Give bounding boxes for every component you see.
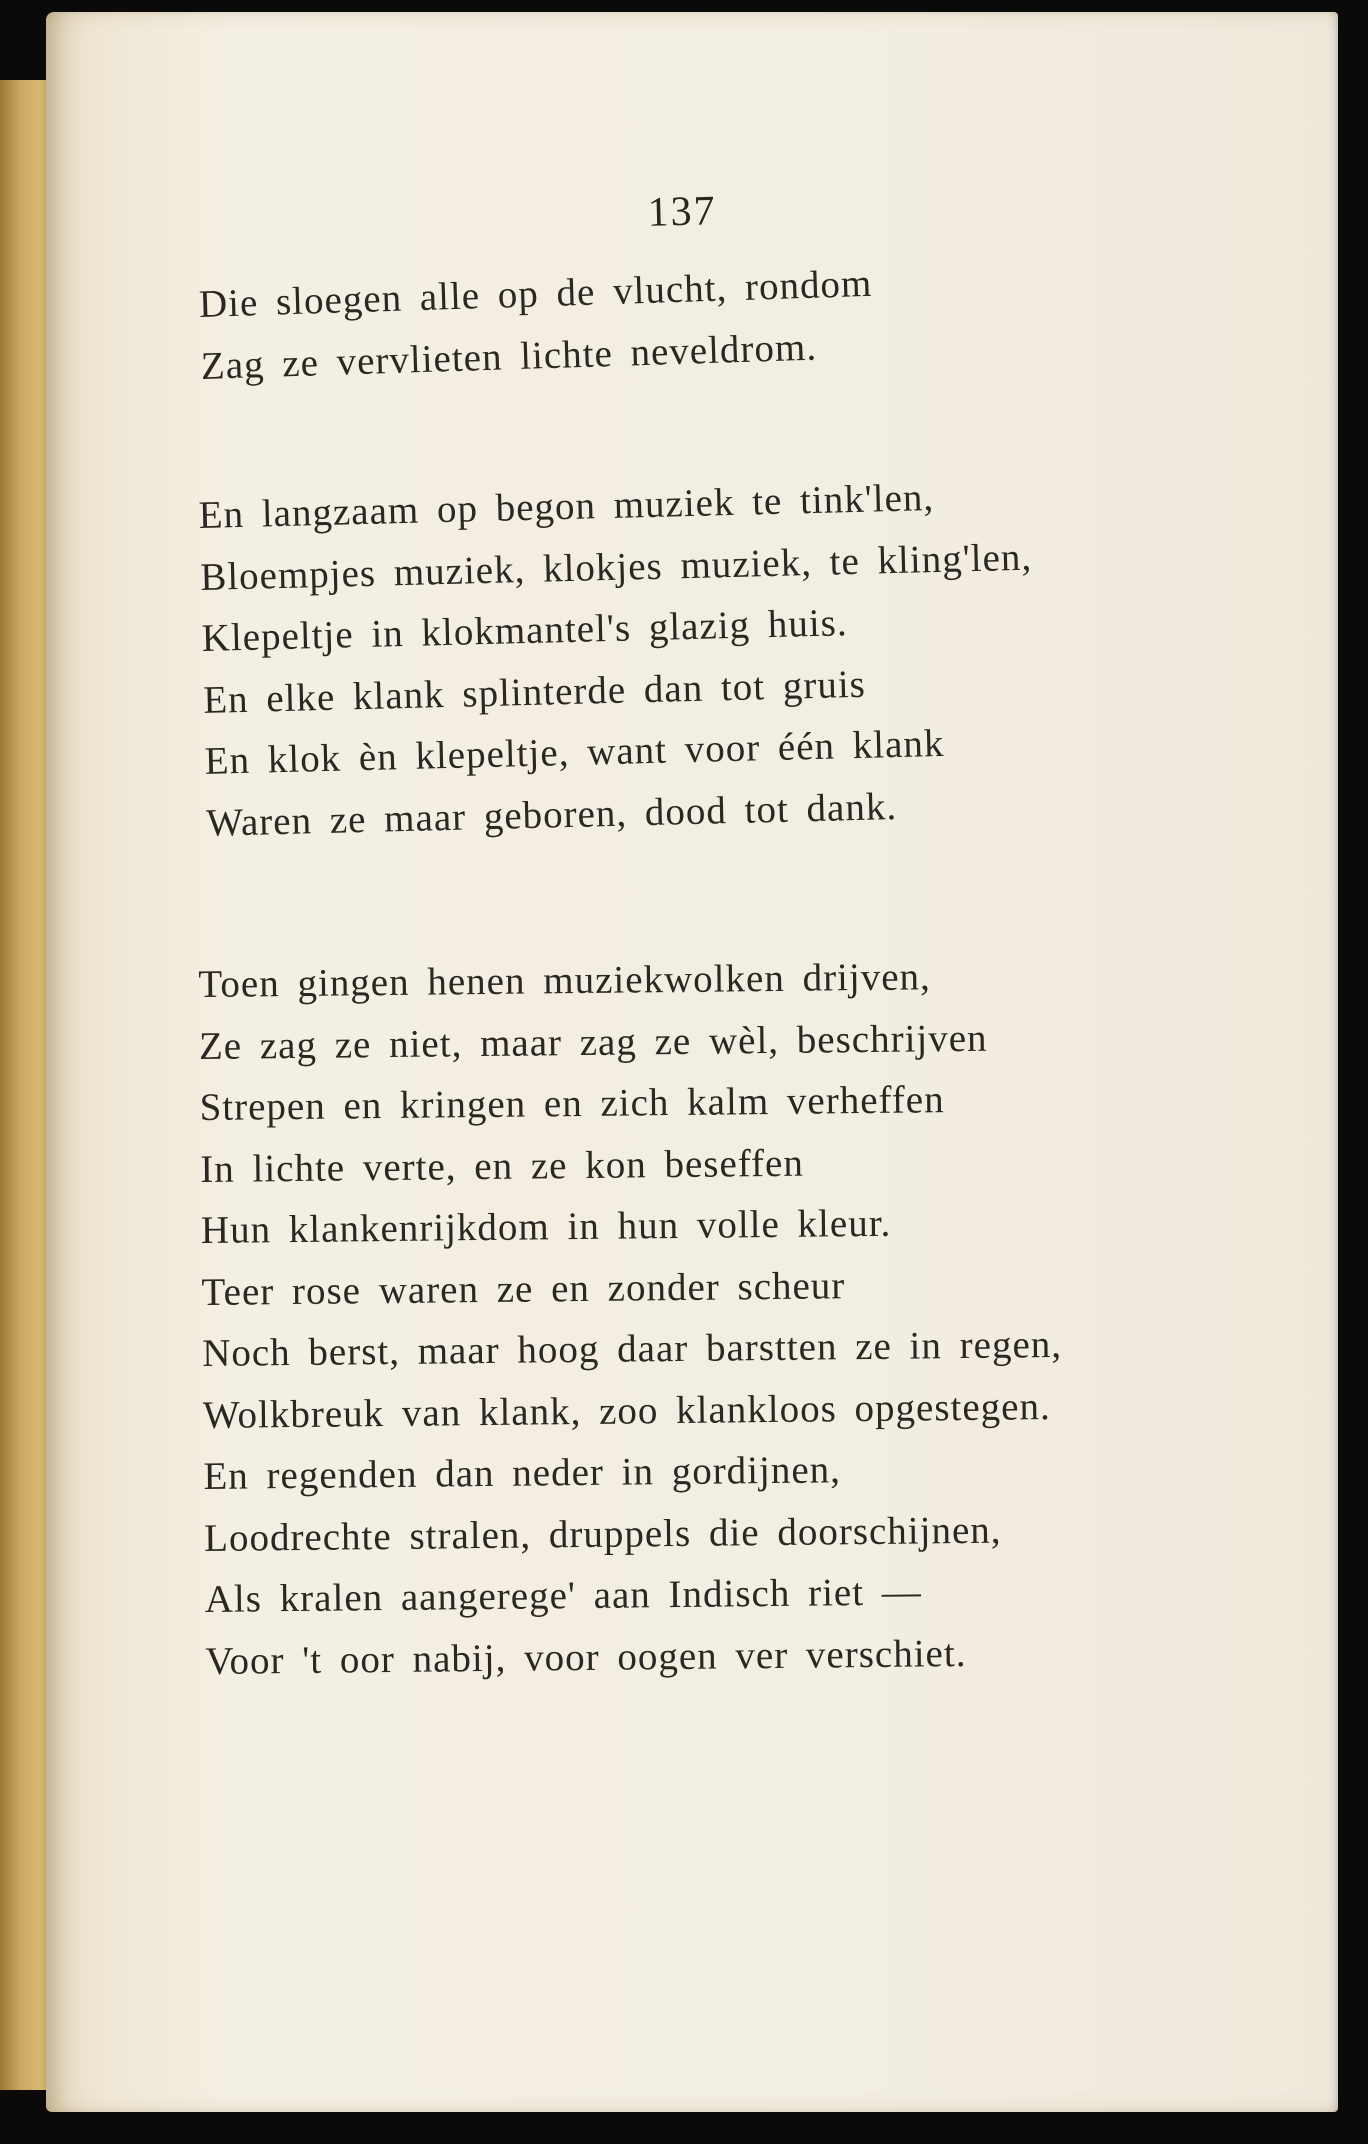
poem-line: In lichte verte, en ze kon beseffen	[200, 1141, 805, 1191]
poem-line: Noch berst, maar hoog daar barstten ze in regen,	[201, 1322, 1063, 1375]
poem-line: En klok èn klepeltje, want voor één klank	[204, 721, 945, 783]
poem-line: Zag ze vervlieten lichte neveldrom.	[200, 325, 818, 388]
book-page	[46, 12, 1338, 2112]
poem-line: Waren ze maar geboren, dood tot dank.	[205, 784, 898, 845]
poem-line: Hun klankenrijkdom in hun volle kleur.	[200, 1201, 892, 1252]
poem-line: Voor 't oor nabij, voor oogen ver verschiet.	[205, 1631, 967, 1683]
stanza	[198, 240, 1281, 397]
poem-line: Als kralen aangerege' aan Indisch riet —	[204, 1570, 923, 1621]
poem-text	[198, 261, 1278, 1692]
poem-line: En elke klank splinterde dan tot gruis	[202, 662, 867, 722]
stanza	[198, 459, 1287, 854]
poem-line: Die sloegen alle op de vlucht, rondom	[198, 261, 873, 326]
poem-line: Toen gingen henen muziekwolken drijven,	[198, 955, 932, 1006]
poem-line: Ze zag ze niet, maar zag ze wèl, beschrijven	[198, 1016, 988, 1068]
stanza	[198, 943, 1286, 1692]
poem-line: En regenden dan neder in gordijnen,	[203, 1448, 842, 1498]
poem-line: Teer rose waren ze en zonder scheur	[201, 1263, 846, 1314]
poem-line: En langzaam op begon muziek te tink'len,	[198, 476, 935, 537]
poem-line: Klepeltje in klokmantel's glazig huis.	[201, 601, 849, 660]
poem-line: Bloempjes muziek, klokjes muziek, te kling'len,	[199, 535, 1033, 599]
page-number: 137	[646, 188, 718, 236]
poem-line: Strepen en kringen en zich kalm verheffen	[199, 1078, 945, 1129]
poem-line: Wolkbreuk van klank, zoo klankloos opgestegen.	[202, 1384, 1051, 1437]
poem-line: Loodrechte stralen, druppels die doorschijnen,	[203, 1508, 1002, 1560]
